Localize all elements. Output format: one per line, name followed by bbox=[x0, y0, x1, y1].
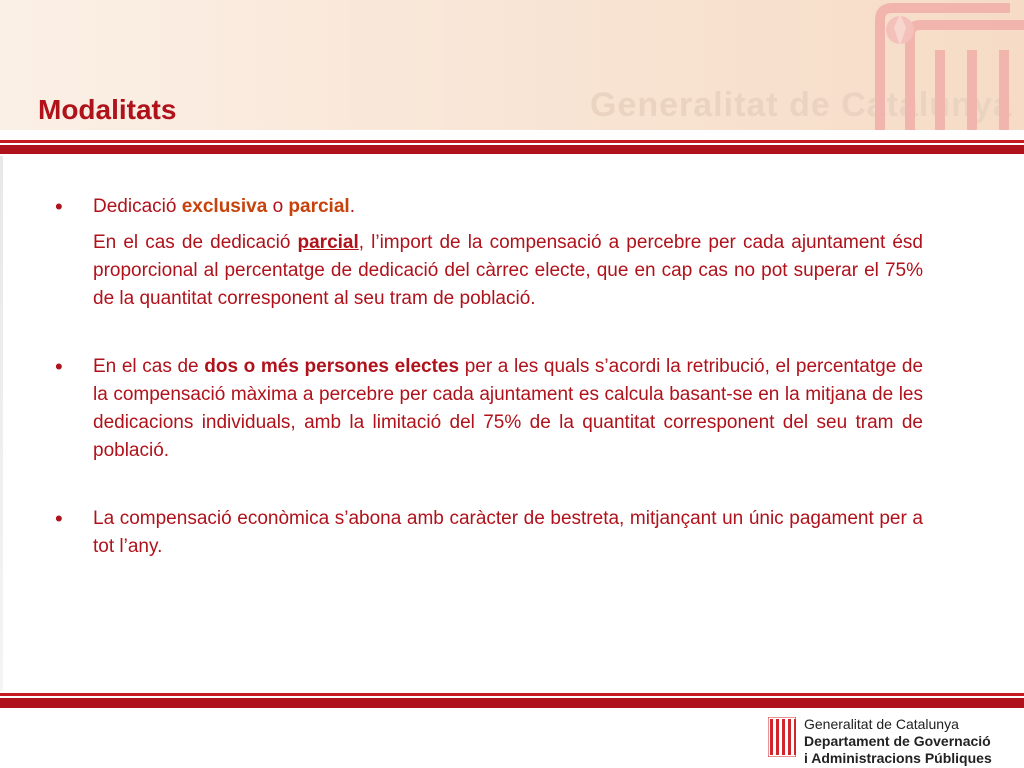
item1-mid: o bbox=[267, 196, 289, 217]
page-title: Modalitats bbox=[38, 94, 177, 125]
item2-prefix: En el cas de bbox=[93, 356, 205, 377]
bullet-icon: • bbox=[55, 506, 63, 531]
header-watermark: Generalitat de Catalunya bbox=[590, 86, 1013, 124]
generalitat-logo-icon bbox=[860, 0, 1024, 130]
bullet-item-persones-electes bbox=[55, 353, 923, 465]
bullet-item-dedicacio bbox=[55, 193, 923, 221]
item1-bold-exclusiva: exclusiva bbox=[181, 196, 268, 217]
detail-prefix: En el cas de dedicació bbox=[93, 232, 298, 253]
footer-line-1: Generalitat de Catalunya bbox=[804, 716, 959, 732]
bullet-item-compensacio bbox=[55, 505, 923, 561]
content-body bbox=[55, 193, 923, 561]
detail-bold-parcial: parcial bbox=[297, 232, 359, 253]
footer-line-2: Departament de Governació bbox=[804, 733, 991, 749]
detail-suffix: , l’import de la compensació a percebre per cada ajuntament ésd proporcional al percentatge de dedicació del càrrec electe, que en cap cas no pot superar el 75% de la quantitat corresponent al seu tram de població. bbox=[93, 232, 923, 309]
generalitat-emblem-icon bbox=[768, 717, 796, 757]
bottom-divider-thick bbox=[0, 698, 1024, 708]
footer-line-3: i Administracions Públiques bbox=[804, 750, 992, 766]
item3-text: La compensació econòmica s’abona amb caràcter de bestreta, mitjançant un únic pagament per a tot l’any. bbox=[93, 508, 923, 557]
top-divider-thin bbox=[0, 140, 1024, 143]
bullet-icon: • bbox=[55, 354, 63, 379]
item1-bold-parcial: parcial bbox=[288, 196, 350, 217]
left-margin-rule bbox=[0, 156, 3, 691]
item2-bold: dos o més persones electes bbox=[204, 356, 460, 377]
item1-prefix: Dedicació bbox=[93, 196, 182, 217]
item1-suffix: . bbox=[349, 196, 355, 217]
item1-detail-paragraph bbox=[55, 229, 923, 313]
top-divider-thick bbox=[0, 145, 1024, 154]
footer-institution bbox=[804, 716, 992, 767]
bottom-divider-thin bbox=[0, 693, 1024, 696]
bullet-icon: • bbox=[55, 194, 63, 219]
header-band bbox=[0, 0, 1024, 130]
item2-suffix: per a les quals s’acordi la retribució, el percentatge de la compensació màxima a percebre per cada ajuntament es calcula basant-se en la mitjana de les dedicacions individuals, amb la limitació del 75% de la quantitat corresponent del seu tram de població. bbox=[93, 356, 924, 461]
